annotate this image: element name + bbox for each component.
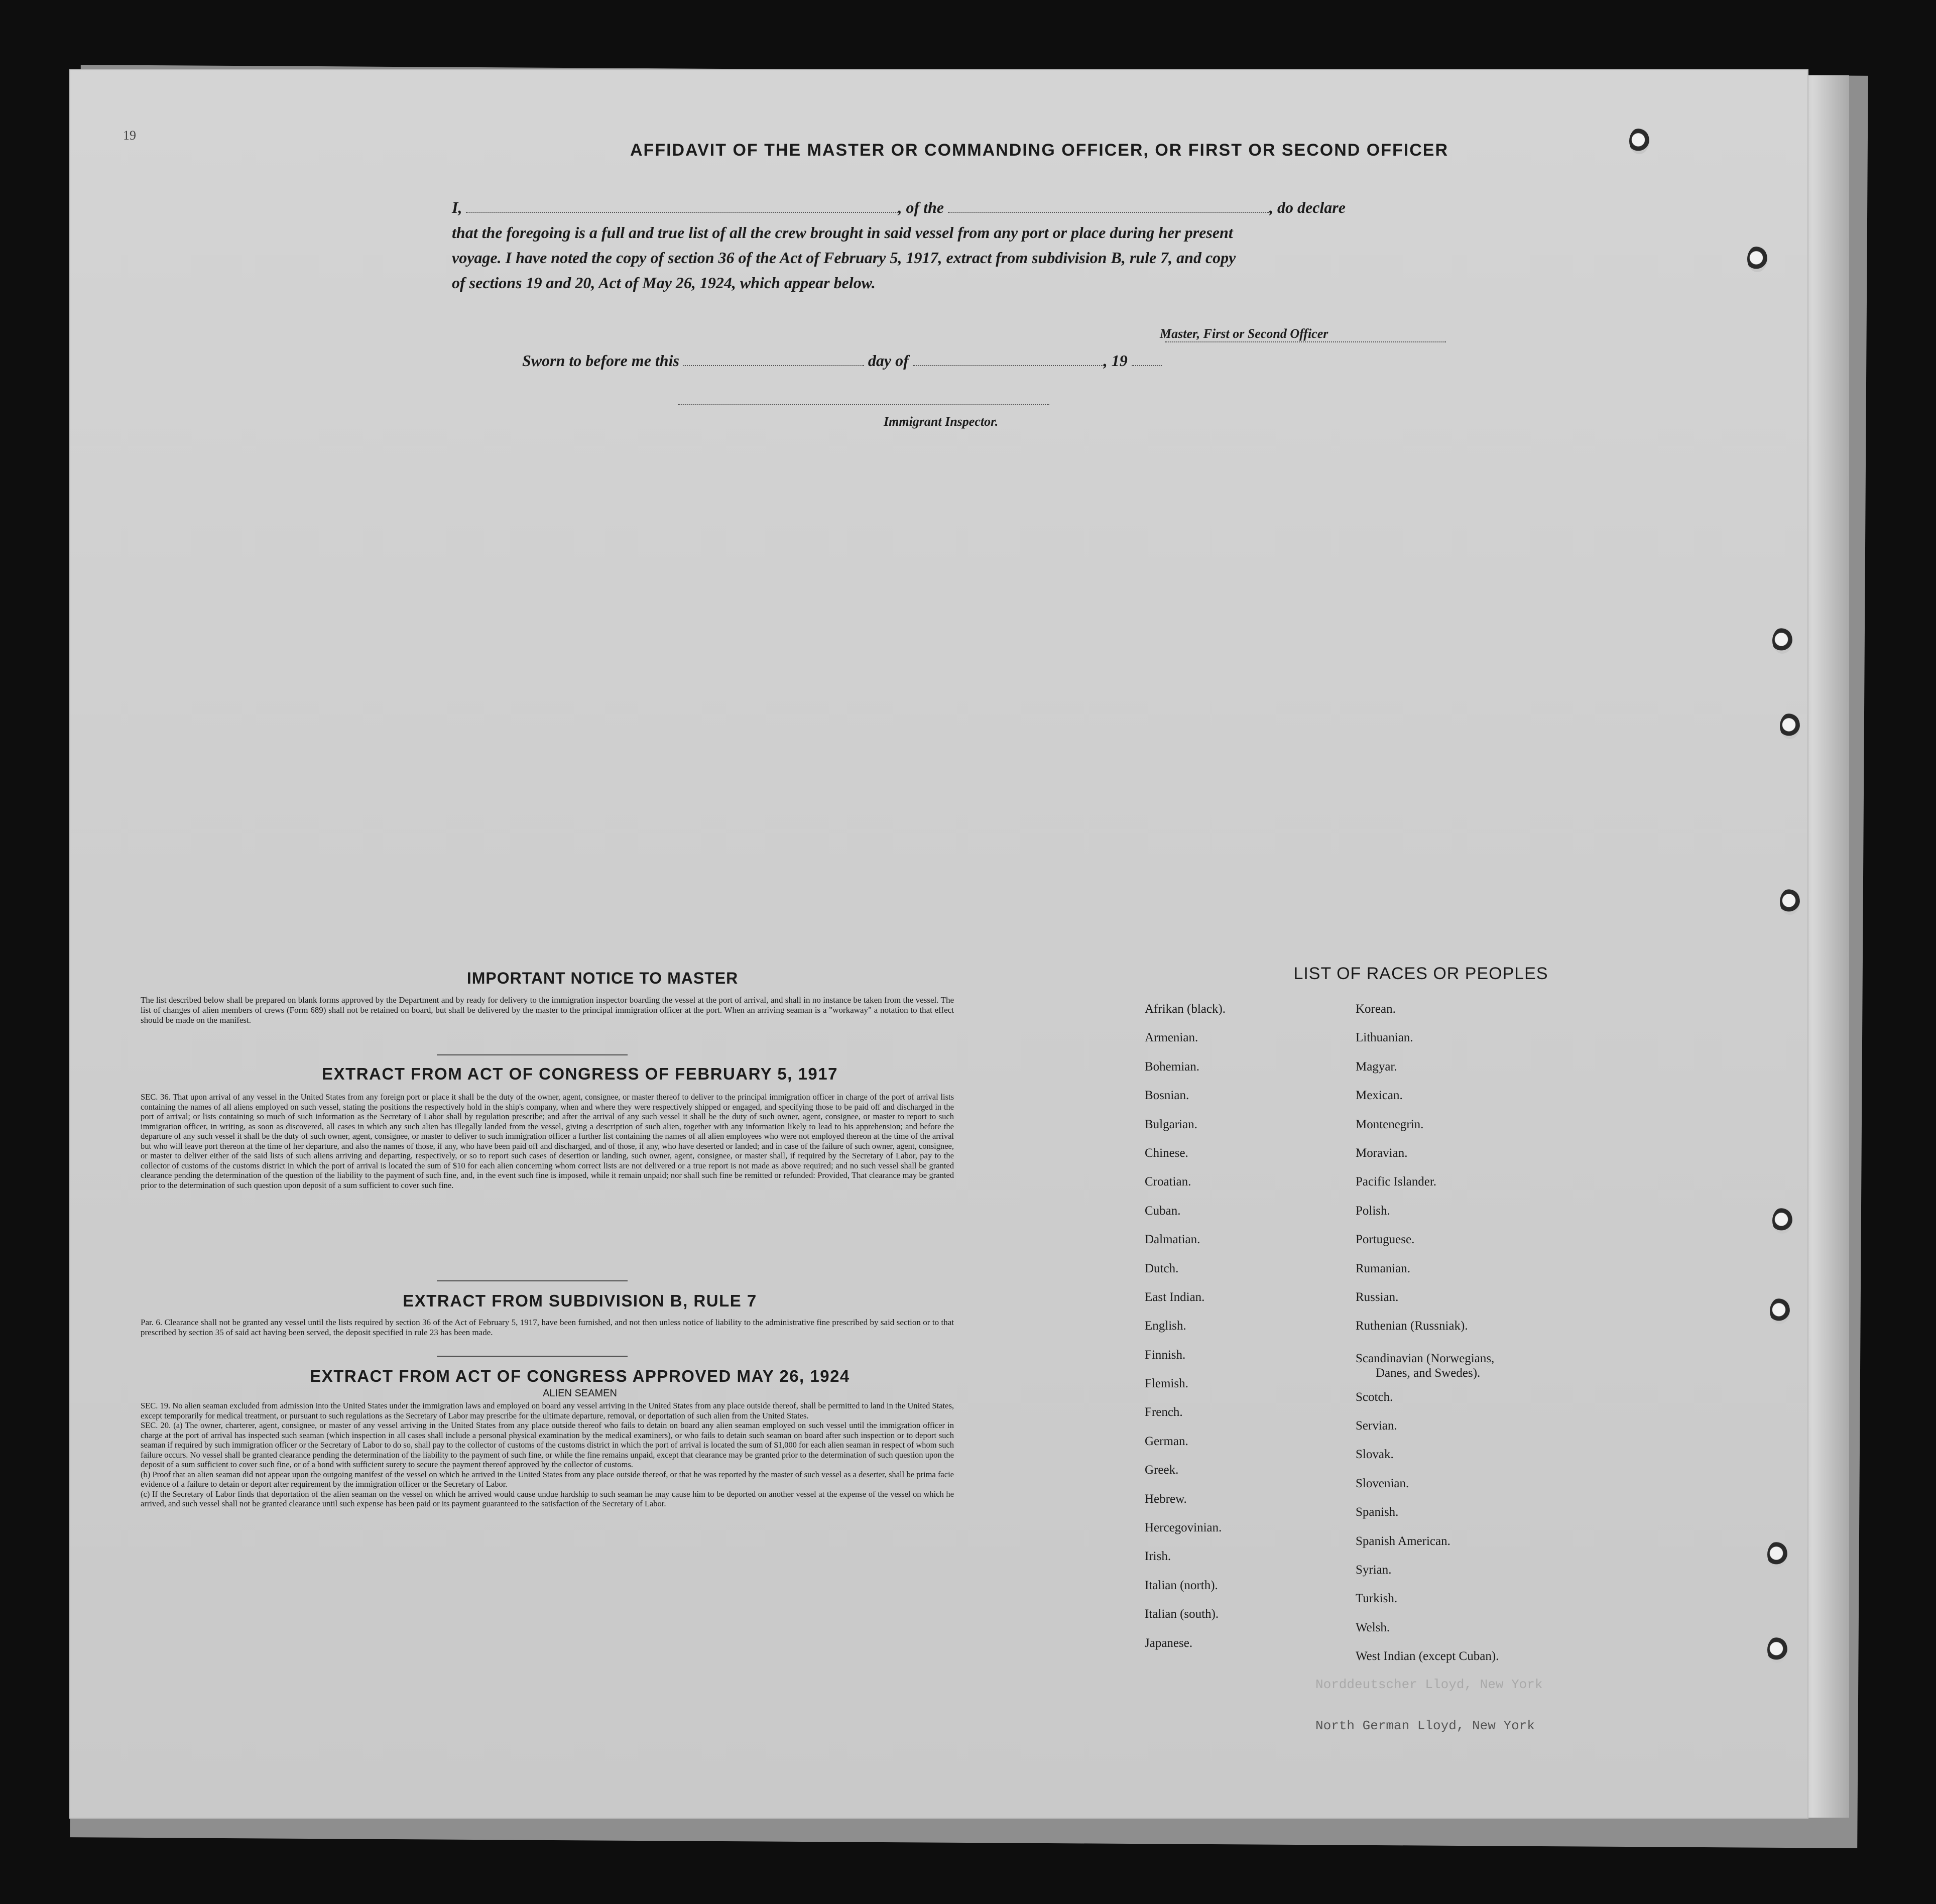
race-item: Afrikan (black). xyxy=(1145,1002,1226,1016)
race-item: West Indian (except Cuban). xyxy=(1356,1649,1499,1663)
race-item: Welsh. xyxy=(1356,1620,1390,1634)
race-item: Chinese. xyxy=(1145,1146,1188,1160)
races-right-column xyxy=(1356,1002,1499,1679)
sec-19: SEC. 19. No alien seaman excluded from admission into the United States under the immigration laws and employed on board any vessel arriving in the United States from any place outside thereof, shall be permitted to land in the United States, except temporarily for medical treatment, or pursuant to such regulations as the Secretary of Labor may prescribe for the ultimate departure, removal, or deportation of such alien from the United States. xyxy=(141,1401,954,1420)
sworn-day-of: day of xyxy=(868,351,909,370)
race-item: Portuguese. xyxy=(1356,1233,1415,1247)
race-item: Bosnian. xyxy=(1145,1089,1189,1103)
binder-hole xyxy=(1747,246,1767,272)
extract-1924-subtitle: ALIEN SEAMEN xyxy=(543,1388,617,1399)
races-title: LIST OF RACES OR PEOPLES xyxy=(1293,964,1548,983)
race-item: Irish. xyxy=(1145,1550,1171,1564)
race-item: Dutch. xyxy=(1145,1261,1179,1275)
page-number: 19 xyxy=(123,128,136,143)
binder-hole xyxy=(1767,1541,1787,1568)
sec-20c: (c) If the Secretary of Labor finds that deportation of the alien seaman on the vessel on which he arrived would cause undue hardship to such seaman he may cause him to be deported on another vessel at the expense of the vessel on which he arrived, and such vessel shall not be granted clearance until such expense has been paid or its payment guaranteed to the satisfaction of the Secretary of Labor. xyxy=(141,1489,954,1508)
race-item: Flemish. xyxy=(1145,1377,1188,1391)
binder-hole xyxy=(1629,128,1649,154)
race-item: Russian. xyxy=(1356,1290,1399,1304)
race-item: Dalmatian. xyxy=(1145,1233,1200,1247)
race-item: English. xyxy=(1145,1319,1186,1333)
binder-hole xyxy=(1772,628,1792,654)
signer-label: Master, First or Second Officer xyxy=(1160,326,1328,341)
race-item: Polish. xyxy=(1356,1204,1390,1218)
race-item: Italian (south). xyxy=(1145,1607,1219,1621)
divider xyxy=(437,1054,628,1055)
affidavit-title: AFFIDAVIT OF THE MASTER OR COMMANDING OFFICER, OR FIRST OR SECOND OFFICER xyxy=(630,141,1448,160)
sec-20b: (b) Proof that an alien seaman did not appear upon the outgoing manifest of the vessel on which he arrived in the United States from any place outside thereof, or that he was reported by the master of such vessel as a deserter, shall be prima facie evidence of a failure to detain or deport after requirement by the immigration officer or the Secretary of Labor. xyxy=(141,1469,954,1489)
affidavit-line-2: that the foregoing is a full and true list of all the crew brought in said vessel from any port or place during her present xyxy=(452,223,1233,242)
race-item: Greek. xyxy=(1145,1463,1179,1477)
race-item: Servian. xyxy=(1356,1419,1397,1433)
race-item: Bulgarian. xyxy=(1145,1117,1197,1131)
divider xyxy=(437,1356,628,1357)
race-item: East Indian. xyxy=(1145,1290,1205,1304)
race-item: Magyar. xyxy=(1356,1059,1397,1074)
race-item: Ruthenian (Russniak). xyxy=(1356,1319,1468,1333)
race-item: Danes, and Swedes). xyxy=(1376,1366,1481,1380)
races-left-column xyxy=(1145,1002,1226,1665)
race-item: Armenian. xyxy=(1145,1031,1198,1045)
affidavit-of-the: , of the xyxy=(898,198,944,216)
affidavit-line-4: of sections 19 and 20, Act of May 26, 1924, which appear below. xyxy=(452,274,876,292)
race-item: Rumanian. xyxy=(1356,1261,1411,1275)
race-item: Finnish. xyxy=(1145,1348,1186,1362)
race-item: Montenegrin. xyxy=(1356,1117,1424,1131)
divider xyxy=(437,1280,628,1281)
race-item: Turkish. xyxy=(1356,1592,1398,1606)
signature-line[interactable] xyxy=(1165,341,1446,342)
binder-hole xyxy=(1780,713,1800,739)
inspector-label: Immigrant Inspector. xyxy=(884,414,999,429)
race-item: Lithuanian. xyxy=(1356,1031,1413,1045)
extract-rule7-body: Par. 6. Clearance shall not be granted any vessel until the lists required by section 36 of the Act of February 5, 1917, have been furnished, and not then unless notice of liability to the administrative fine prescribed by said section or to that prescribed by section 35 of said act having been served, the deposit specified in rule 23 has been made. xyxy=(141,1318,954,1337)
race-item: Slovak. xyxy=(1356,1448,1394,1462)
race-item: Spanish. xyxy=(1356,1505,1399,1519)
sworn-prefix: Sworn to before me this xyxy=(522,351,679,370)
binder-hole xyxy=(1770,1298,1790,1324)
race-item: Italian (north). xyxy=(1145,1578,1218,1592)
race-item: Mexican. xyxy=(1356,1089,1403,1103)
binder-hole xyxy=(1780,889,1800,915)
sworn-year-blank[interactable] xyxy=(1132,365,1162,366)
notice-title: IMPORTANT NOTICE TO MASTER xyxy=(466,969,739,987)
race-item: Croatian. xyxy=(1145,1175,1191,1189)
extract-1917-body: SEC. 36. That upon arrival of any vessel in the United States from any foreign port or place it shall be the duty of the owner, agent, consignee, or master thereof to deliver to the principal immigration officer in charge of the port of arrival lists containing the names of all aliens employed on such vessel, stating the positions the respectively hold in the ship's company, when and where they were respectively shipped or engaged, and specifying those to be paid off and discharged in the port of arrival; or lists containing so much of such information as the Secretary of Labor shall by regulation prescribe; and after the arrival of any such vessel it shall be the duty of such owner, agent, consignee, or master to report to such immigration officer, in writing, as soon as discovered, all cases in which any such alien has illegally landed from the vessel, giving a description of such alien, together with any information likely to lead to his apprehension; and before the departure of any such vessel it shall be the duty of such owner, agent, consignee, or master to deliver to such immigration officer a further list containing the names of all alien employees who were not employed thereon at the time of the arrival but who will leave port thereon at the time of her departure, and also the names of those, if any, who have been paid off and discharged, and of those, if any, who have deserted or landed; and in case of the failure of such owner, agent, consignee, or master to deliver either of the said lists of such aliens arriving and departing, respectively, or so to report such cases of desertion or landing, such owner, agent, consignee, or master shall, if required by the Secretary of Labor, pay to the collector of customs of the customs district in which the port of arrival is located the sum of $10 for each alien concerning whom correct lists are not delivered or a true report is not made as above required; and no such vessel shall be granted clearance pending the determination of the question of the liability to the payment of such fine, and, in the event such fine is imposed, while it remain unpaid; nor shall such fine be remitted or refunded: Provided, That clearance may be granted prior to the determination of such question upon deposit of a sum sufficient to cover such fine. xyxy=(141,1092,954,1190)
affidavit-do-declare: , do declare xyxy=(1269,198,1346,216)
race-item: Japanese. xyxy=(1145,1636,1193,1650)
manifest-page xyxy=(70,70,1807,1818)
sec-20a: SEC. 20. (a) The owner, charterer, agent, consignee, or master of any vessel arriving in the United States from any place outside thereof who fails to detain on board any alien seaman employed on such vessel until the immigration officer in charge at the port of arrival has inspected such seaman (which inspection in all cases shall include a personal physical examination by the medical examiners), or who fails to detain such seaman on board after such inspection or to deport such seaman if required by such immigration officer or the Secretary of Labor to do so, shall pay to the collector of customs of the customs district in which the port of arrival is located the sum of $1,000 for each alien seaman in respect of whom such failure occurs. No vessel shall be granted clearance pending the determination of the liability to the payment of such fine, or while the fine remains unpaid, except that clearance may be granted prior to the determination of such question upon the deposit of a sum sufficient to cover such fine, or of a bond with sufficient surety to secure the payment thereof approved by the collector of customs. xyxy=(141,1420,954,1469)
inspector-signature-line[interactable] xyxy=(678,404,1049,405)
stamp-line-1: Norddeutscher Lloyd, New York xyxy=(1315,1677,1543,1692)
race-item: Syrian. xyxy=(1356,1563,1392,1577)
affidavit-i: I, xyxy=(452,198,462,216)
race-item: Scotch. xyxy=(1356,1390,1393,1404)
affidavit-line-3: voyage. I have noted the copy of section 36 of the Act of February 5, 1917, extract from subdivision B, rule 7, and copy xyxy=(452,249,1236,267)
affidavit-line-1 xyxy=(452,198,1346,217)
race-item: Cuban. xyxy=(1145,1204,1181,1218)
race-item: Moravian. xyxy=(1356,1146,1408,1160)
sworn-month-blank[interactable] xyxy=(913,365,1104,366)
race-item: Korean. xyxy=(1356,1002,1396,1016)
extract-1917-title: EXTRACT FROM ACT OF CONGRESS OF FEBRUARY 5, 1917 xyxy=(322,1064,838,1083)
extract-1924-body xyxy=(141,1401,954,1509)
extract-1924-title: EXTRACT FROM ACT OF CONGRESS APPROVED MAY 26, 1924 xyxy=(310,1367,850,1385)
vessel-name-blank[interactable] xyxy=(948,212,1269,213)
sworn-date-blank[interactable] xyxy=(683,365,864,366)
race-item: Pacific Islander. xyxy=(1356,1175,1437,1189)
binder-hole xyxy=(1772,1208,1792,1234)
race-item: French. xyxy=(1145,1405,1183,1419)
race-item: Spanish American. xyxy=(1356,1534,1450,1548)
notice-body: The list described below shall be prepared on blank forms approved by the Department and by ready for delivery to the immigration inspector boarding the vessel at the port of arrival, and shall in no instance be taken from the vessel. The list of changes of alien members of crews (Form 689) shall not be retained on board, but shall be delivered by the master to the principal immigration officer at the port. When an arriving seaman is a "workaway" a notation to that effect should be made on the manifest. xyxy=(141,995,954,1025)
race-item: Scandinavian (Norwegians, xyxy=(1356,1351,1495,1365)
race-item: Hercegovinian. xyxy=(1145,1521,1222,1535)
sworn-line xyxy=(522,351,1162,370)
stamp-line-2: North German Lloyd, New York xyxy=(1315,1718,1535,1733)
binder-hole xyxy=(1767,1637,1787,1663)
officer-name-blank[interactable] xyxy=(466,212,898,213)
sworn-year: , 19 xyxy=(1103,351,1128,370)
extract-rule7-title: EXTRACT FROM SUBDIVISION B, RULE 7 xyxy=(403,1291,757,1310)
race-item: Slovenian. xyxy=(1356,1476,1409,1490)
race-item: Bohemian. xyxy=(1145,1059,1200,1074)
race-item: German. xyxy=(1145,1434,1188,1448)
race-item: Hebrew. xyxy=(1145,1492,1187,1506)
